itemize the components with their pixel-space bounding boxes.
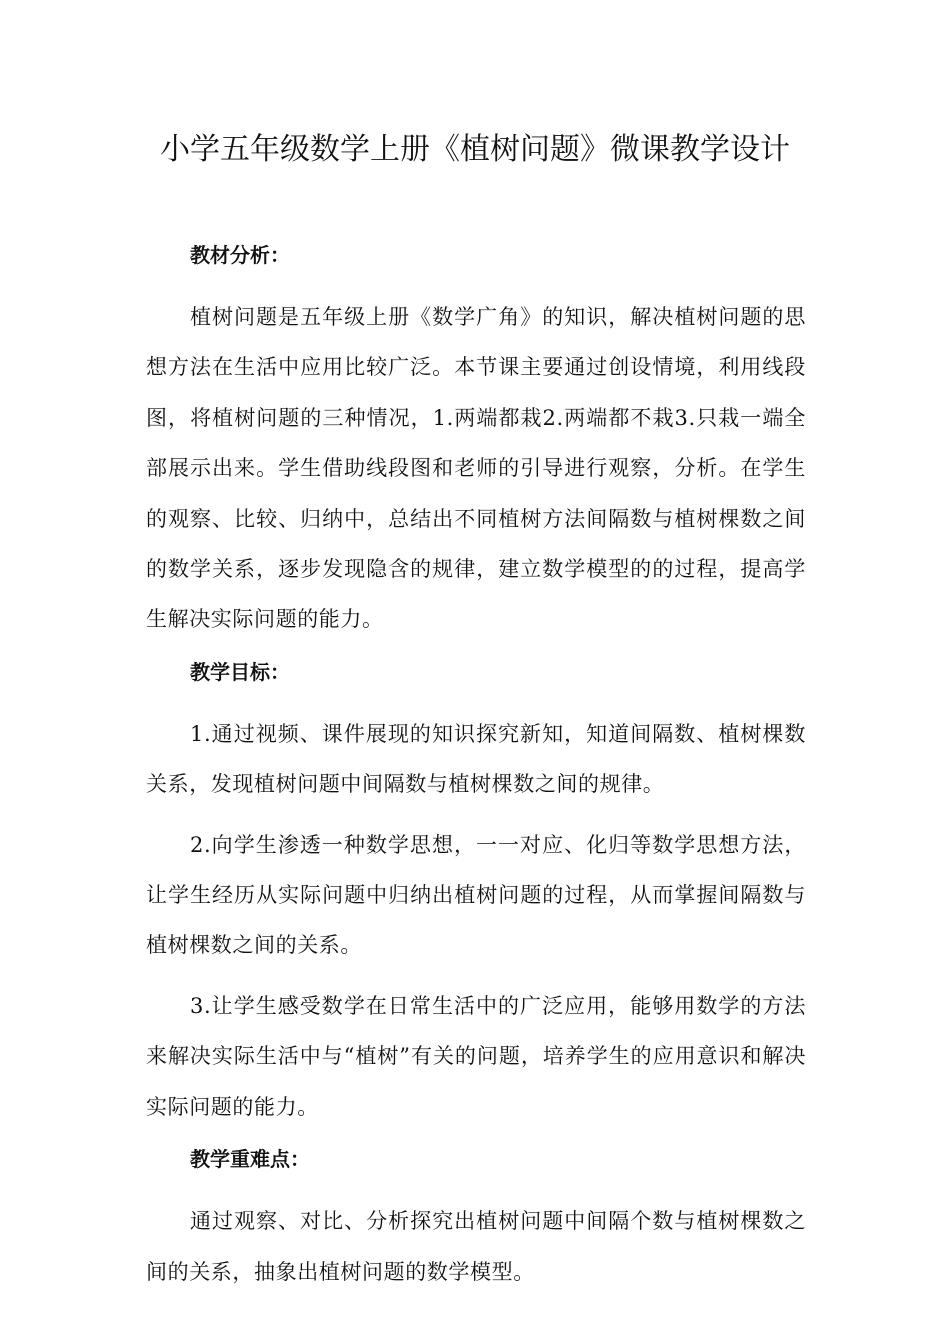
key-points-paragraph: 通过观察、对比、分析探究出植树问题中间隔个数与植树棵数之间的关系，抽象出植树问题的数学模型。 [146,1209,806,1284]
section-heading-key-points: 教学重难点： [190,1147,310,1172]
section-heading-goals: 教学目标： [190,659,290,684]
section-heading-analysis: 教材分析： [190,243,290,267]
analysis-paragraph: 植树问题是五年级上册《数学广角》的知识，解决植树问题的思想方法在生活中应用比较广泛。本节课主要通过创设情境，利用线段图，将植树问题的三种情况，1.两端都栽2.两端都不栽3.只栽一端全部展示出来。学生借助线段图和老师的引导进行观察，分析。在学生的观察、比较、归纳中，总结出不同植树方法间隔数与植树棵数之间的数学关系，逐步发现隐含的规律，建立数学模型的的过程，提高学生解决实际问题的能力。 [146,305,806,632]
goal-item-2: 2.向学生渗透一种数学思想，一一对应、化归等数学思想方法，让学生经历从实际问题中归纳出植树问题的过程，从而掌握间隔数与植树棵数之间的关系。 [146,832,806,958]
goal-item-1: 1.通过视频、课件展现的知识探究新知，知道间隔数、植树棵数关系，发现植树问题中间隔数与植树棵数之间的规律。 [146,721,806,797]
document-body [146,228,806,1307]
document-title: 小学五年级数学上册《植树问题》微课教学设计 [160,132,790,167]
goal-item-3: 3.让学生感受数学在日常生活中的广泛应用，能够用数学的方法来解决实际生活中与“植树”有关的问题，培养学生的应用意识和解决实际问题的能力。 [146,993,806,1119]
